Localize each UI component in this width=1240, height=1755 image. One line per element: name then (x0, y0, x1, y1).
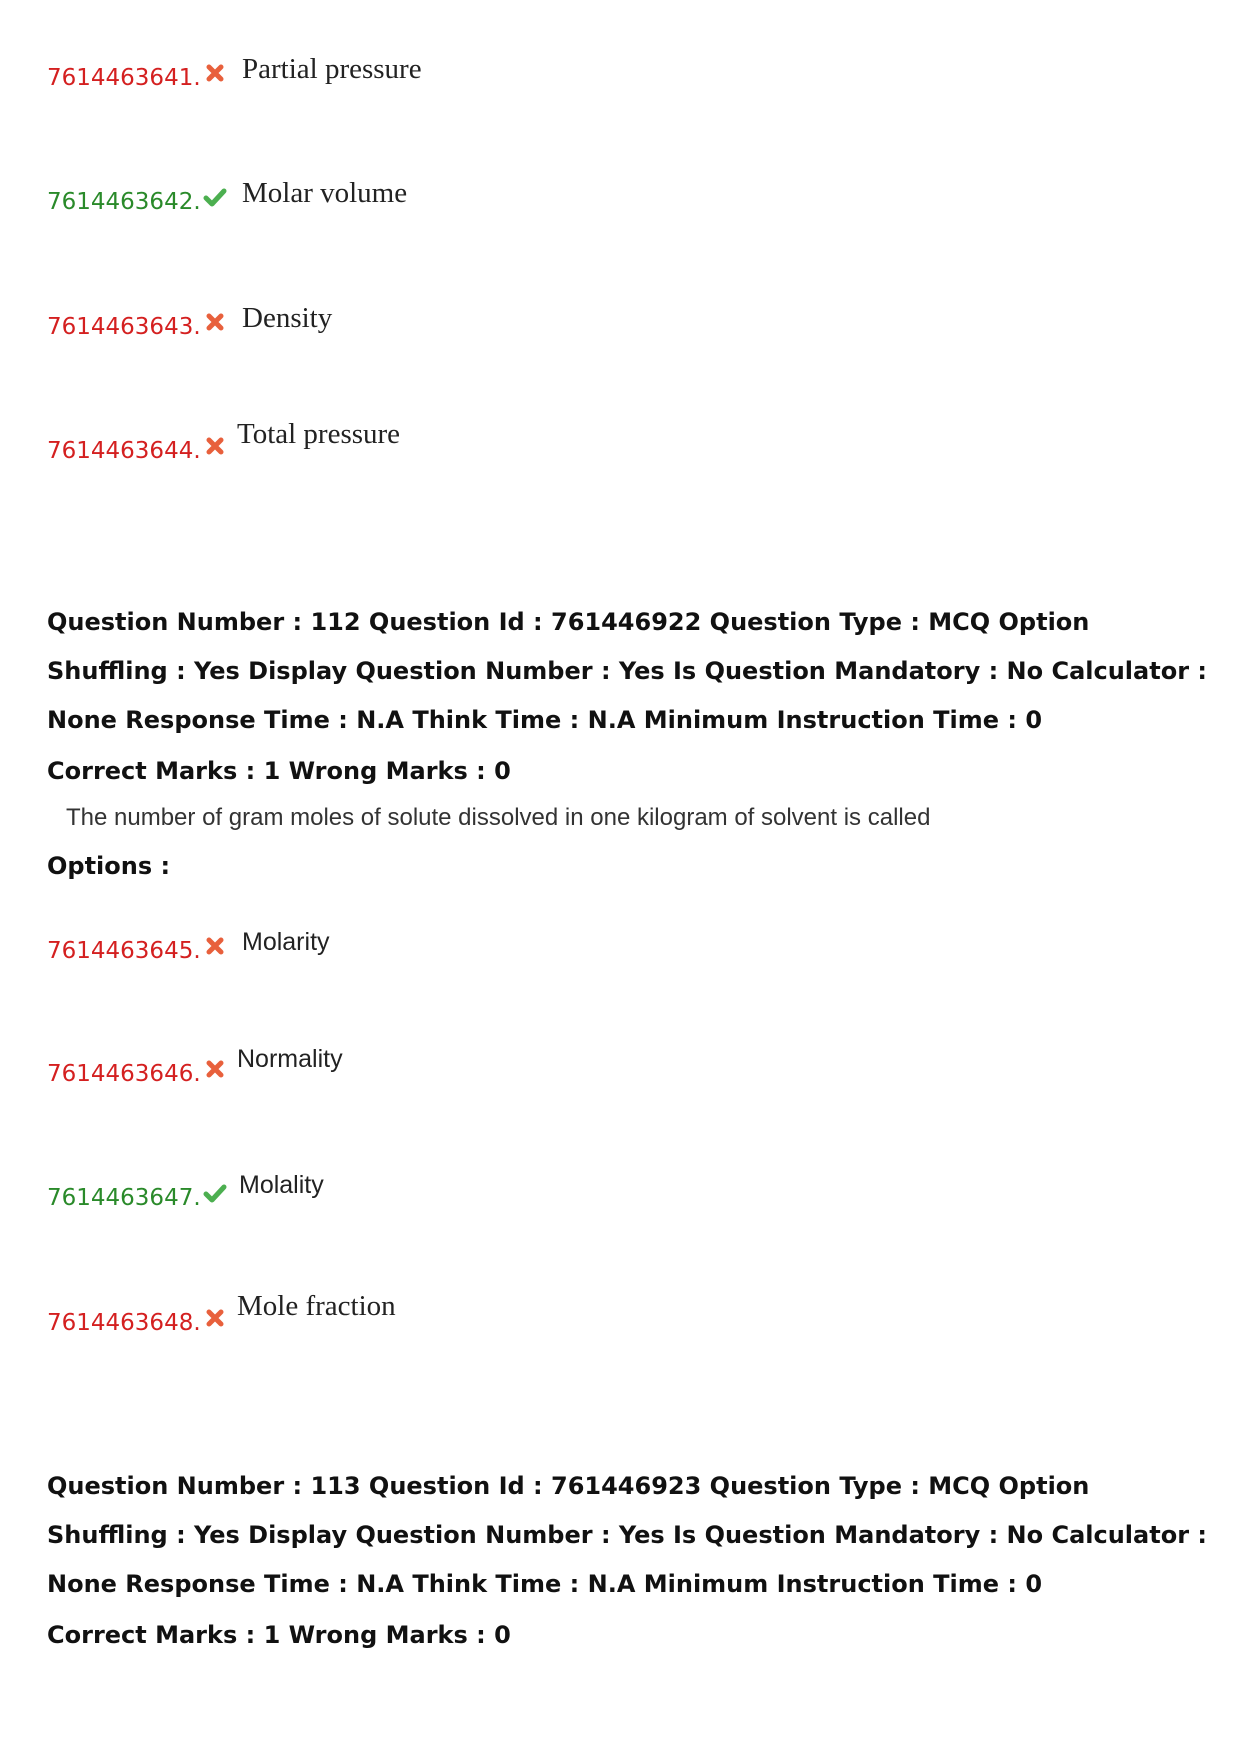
option-text: Molar volume (242, 177, 408, 209)
option-7614463644 (47, 418, 747, 465)
option-7614463648 (47, 1290, 747, 1337)
options-label: Options : (47, 852, 171, 880)
option-id: 7614463648. (47, 1310, 201, 1336)
option-text: Density (242, 302, 333, 334)
option-text: Total pressure (237, 418, 401, 450)
option-7614463647 (47, 1172, 747, 1212)
option-text: Molarity (242, 928, 330, 956)
option-7614463642 (47, 176, 747, 216)
option-id: 7614463646. (47, 1061, 201, 1087)
option-text: Molality (239, 1171, 324, 1199)
cross-icon (202, 933, 228, 959)
option-text: Partial pressure (242, 53, 422, 85)
cross-icon (202, 1305, 228, 1331)
option-7614463646 (47, 1045, 747, 1088)
question-113-meta: Question Number : 113 Question Id : 761446923 Question Type : MCQ Option Shuffling : Yes Display Question Number : Yes Is Question Mandatory : No Calculator : None Response Time : N.A Think Time : N.A Minimum Instruction Time : 0 (47, 1472, 1207, 1598)
option-id: 7614463644. (47, 438, 201, 464)
option-text: Mole fraction (237, 1290, 396, 1322)
question-113-marks: Correct Marks : 1 Wrong Marks : 0 (47, 1621, 511, 1649)
option-id: 7614463645. (47, 938, 201, 964)
option-7614463641 (47, 52, 747, 92)
option-id: 7614463643. (47, 314, 201, 340)
option-text: Normality (237, 1045, 343, 1073)
cross-icon (202, 1056, 228, 1082)
check-icon (202, 184, 228, 210)
option-id: 7614463647. (47, 1185, 201, 1211)
question-112-meta: Question Number : 112 Question Id : 761446922 Question Type : MCQ Option Shuffling : Yes Display Question Number : Yes Is Question Mandatory : No Calculator : None Response Time : N.A Think Time : N.A Minimum Instruction Time : 0 (47, 608, 1207, 734)
option-id: 7614463642. (47, 189, 201, 215)
option-id: 7614463641. (47, 65, 201, 91)
question-112-text: The number of gram moles of solute dissolved in one kilogram of solvent is called (66, 804, 931, 831)
option-7614463645 (47, 925, 747, 965)
check-icon (202, 1180, 228, 1206)
cross-icon (202, 433, 228, 459)
cross-icon (202, 309, 228, 335)
option-7614463643 (47, 301, 747, 341)
question-112-marks: Correct Marks : 1 Wrong Marks : 0 (47, 757, 511, 785)
cross-icon (202, 60, 228, 86)
